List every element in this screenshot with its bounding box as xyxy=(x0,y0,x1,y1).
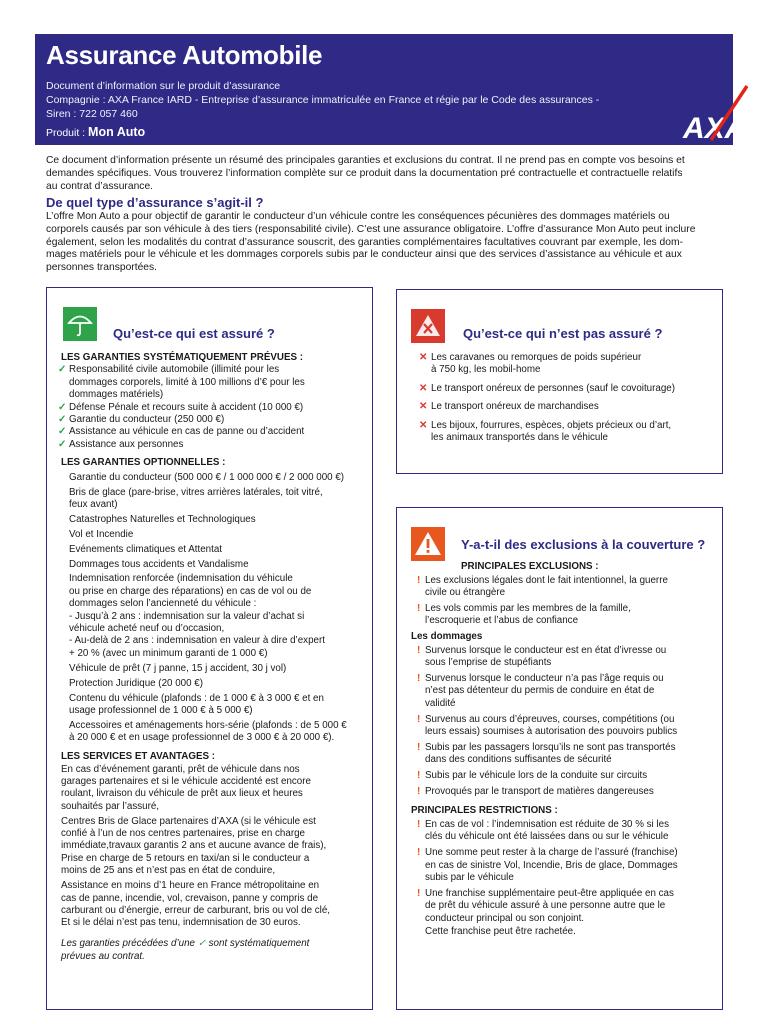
paragraph-line: mages matériels pour le véhicule et les dommages corporels subis par le conducteur ainsi que des services d’assistance au véhicule et aux xyxy=(46,249,682,261)
paragraph-line: personnes transportées. xyxy=(46,262,158,274)
damage-exclusion-item: Provoqués par le transport de matières dangereuses xyxy=(425,785,654,797)
sys-guarantee-item: dommages matériels) xyxy=(69,389,164,401)
damage-exclusion-item: Survenus au cours d’épreuves, courses, compétitions (ou xyxy=(425,713,675,725)
cross-mark-icon: ✕ xyxy=(419,382,428,394)
exclusion-item: Les exclusions légales dont le fait intentionnel, la guerre xyxy=(425,574,668,586)
exclamation-icon: ! xyxy=(417,785,421,797)
opt-guarantee-item: feux avant) xyxy=(69,498,118,510)
opt-guarantee-item: Garantie du conducteur (500 000 € / 1 000 000 € / 2 000 000 €) xyxy=(69,471,345,483)
opt-guarantee-item: usage professionnel de 1 000 € à 5 000 €) xyxy=(69,704,253,716)
axa-logo-text: AXA xyxy=(683,112,747,142)
umbrella-icon xyxy=(63,307,97,341)
company-line: Compagnie : AXA France IARD - Entreprise d’assurance immatriculée en France et régie par le Code des assurances - xyxy=(46,94,600,106)
paragraph-line: Ce document d’information présente un résumé des principales garanties et exclusions du contrat. Il ne prend pas en compte vos besoins et xyxy=(46,155,685,166)
exclamation-icon: ! xyxy=(417,574,421,586)
damage-exclusion-item: dans des conditions suffisantes de sécurité xyxy=(425,754,612,766)
sys-guarantees-header: LES GARANTIES SYSTÉMATIQUEMENT PRÉVUES : xyxy=(61,352,304,363)
restriction-item: de prêt du véhicule assuré à une personne autre que le xyxy=(425,900,666,912)
exclusion-item: l’escroquerie et l’abus de confiance xyxy=(425,615,579,627)
restrictions-header: PRINCIPALES RESTRICTIONS : xyxy=(411,805,558,817)
not-insured-item: Les caravanes ou remorques de poids supérieur xyxy=(431,352,642,363)
siren-line: Siren : 722 057 460 xyxy=(46,108,138,120)
opt-guarantee-item: Catastrophes Naturelles et Technologiques xyxy=(69,513,256,525)
footnote xyxy=(61,938,309,950)
opt-guarantee-item: Bris de glace (pare-brise, vitres arrières latérales, toit vitré, xyxy=(69,486,323,498)
service-item: cas de panne, incendie, vol, crevaison, panne y compris de xyxy=(61,892,319,904)
not-insured-item: Le transport onéreux de marchandises xyxy=(431,401,599,413)
check-icon: ✓ xyxy=(58,438,67,450)
footnote-text: sont systématiquement xyxy=(205,938,310,950)
paragraph-line: également, selon les modalités du contrat d’assurance souscrit, des garanties complémentaires facultatives couvrant par exemple, les dom- xyxy=(46,236,684,248)
opt-guarantee-item: Indemnisation renforcée (indemnisation du véhicule xyxy=(69,573,293,585)
cross-icon xyxy=(411,309,445,343)
insured-box xyxy=(46,287,373,1010)
service-item: garages partenaires et si le véhicule accidenté est encore xyxy=(61,775,311,787)
opt-guarantee-item: - Jusqu’à 2 ans : indemnisation sur la valeur d’achat si xyxy=(69,610,305,622)
service-item: moins de 25 ans et n’est pas en état de conduire, xyxy=(61,865,276,877)
section-title: De quel type d’assurance s’agit-il ? xyxy=(46,195,264,210)
main-exclusions-header: PRINCIPALES EXCLUSIONS : xyxy=(461,561,599,572)
axa-logo xyxy=(677,80,749,142)
service-item: souhaités par l’assuré, xyxy=(61,800,160,812)
exclamation-icon: ! xyxy=(417,847,421,858)
check-icon: ✓ xyxy=(197,938,206,950)
damage-exclusion-item: sous l’emprise de stupéfiants xyxy=(425,657,552,669)
exclamation-icon: ! xyxy=(417,887,421,899)
exclusions-box xyxy=(396,507,723,1010)
service-item: Et si le délai n’est pas tenu, indemnisation de 30 euros. xyxy=(61,917,301,929)
service-item: immédiate,travaux garantis 2 ans et aucune avance de frais), xyxy=(61,840,327,852)
opt-guarantee-item: + 20 % (avec un minimum garanti de 1 000 €) xyxy=(69,647,268,659)
service-item: confié à l’un de nos centres partenaires, prise en charge xyxy=(61,828,305,839)
sys-guarantee-item: Assistance aux personnes xyxy=(69,438,184,450)
not-insured-item: à 750 kg, les mobil-home xyxy=(431,364,541,376)
sys-guarantee-item: Garantie du conducteur (250 000 €) xyxy=(69,414,225,425)
exclamation-icon: ! xyxy=(417,602,421,614)
opt-guarantee-item: Protection Juridique (20 000 €) xyxy=(69,677,203,689)
paragraph-line: demandes spécifiques. Vous trouverez l’information complète sur ce produit dans la documentation pré contractuelle et contractuelle relatifs xyxy=(46,167,683,179)
not-insured-item: Les bijoux, fourrures, espèces, objets précieux ou d’art, xyxy=(431,419,672,431)
opt-guarantee-item: Evénements climatiques et Attentat xyxy=(69,543,223,555)
restriction-item: subis par le véhicule xyxy=(425,872,514,884)
document-title: Assurance Automobile xyxy=(46,40,323,70)
damage-exclusion-item: Survenus lorsque le conducteur est en état d’ivresse ou xyxy=(425,644,667,656)
insured-title: Qu’est-ce qui est assuré ? xyxy=(113,326,275,341)
damage-exclusion-item: leurs essais) soumises à autorisation des pouvoirs publics xyxy=(425,726,678,738)
exclamation-icon: ! xyxy=(417,672,421,684)
opt-guarantee-item: Contenu du véhicule (plafonds : de 1 000 € à 3 000 € et en xyxy=(69,692,324,704)
exclamation-icon: ! xyxy=(417,770,421,781)
not-insured-item: les animaux transportés dans le véhicule xyxy=(431,432,608,443)
services-header: LES SERVICES ET AVANTAGES : xyxy=(61,751,216,763)
document-subtitle: Document d’information sur le produit d’assurance xyxy=(46,80,281,92)
sys-guarantee-item: Assistance au véhicule en cas de panne ou d’accident xyxy=(69,426,305,438)
paragraph-line: L’offre Mon Auto a pour objectif de garantir le conducteur d’un véhicule contre les conséquences pécunières des dommages matériels ou xyxy=(46,211,670,222)
footnote-text: prévues au contrat. xyxy=(61,950,145,962)
not-insured-item: Le transport onéreux de personnes (sauf le covoiturage) xyxy=(431,382,675,394)
opt-guarantee-item: Véhicule de prêt (7 j panne, 15 j accident, 30 j vol) xyxy=(69,662,287,674)
opt-guarantee-item: Accessoires et aménagements hors-série (plafonds : de 5 000 € xyxy=(69,719,347,731)
damage-exclusion-item: Subis par les passagers lorsqu’ils ne sont pas transportés xyxy=(425,741,676,753)
exclusion-item: Les vols commis par les membres de la famille, xyxy=(425,602,631,614)
opt-guarantee-item: - Au-delà de 2 ans : indemnisation en valeur à dire d’expert xyxy=(69,635,325,647)
paragraph-line: au contrat d’assurance. xyxy=(46,180,154,192)
damage-exclusion-item: validité xyxy=(425,698,456,709)
opt-guarantee-item: Vol et Incendie xyxy=(69,528,134,540)
opt-guarantee-item: véhicule acheté neuf ou d’occasion, xyxy=(69,623,225,634)
service-item: Assistance en moins d’1 heure en France métropolitaine en xyxy=(61,880,320,892)
restriction-item: Une somme peut rester à la charge de l’assuré (franchise) xyxy=(425,847,678,858)
exclamation-icon: ! xyxy=(417,818,421,830)
opt-guarantees-header: LES GARANTIES OPTIONNELLES : xyxy=(61,457,226,469)
cross-mark-icon: ✕ xyxy=(419,419,428,431)
restriction-item: Cette franchise peut être rachetée. xyxy=(425,925,576,937)
restriction-item: Une franchise supplémentaire peut-être appliquée en cas xyxy=(425,887,674,899)
sys-guarantee-item: dommages corporels, limité à 100 millions d’€ pour les xyxy=(69,376,305,388)
warning-icon xyxy=(411,527,445,561)
exclamation-icon: ! xyxy=(417,644,421,656)
product-label: Produit : xyxy=(46,127,89,139)
cross-mark-icon: ✕ xyxy=(419,401,428,413)
exclamation-icon: ! xyxy=(417,741,421,753)
service-item: roulant, livraison du véhicule de prêt aux lieux et heures xyxy=(61,788,303,800)
opt-guarantee-item: dommages selon l’ancienneté du véhicule : xyxy=(69,598,257,610)
restriction-item: clés du véhicule ont été laissées dans ou sur le véhicule xyxy=(425,831,669,843)
header-banner xyxy=(35,34,747,145)
service-item: En cas d’événement garanti, prêt de véhicule dans nos xyxy=(61,763,300,775)
restriction-item: en cas de sinistre Vol, Incendie, Bris de glace, Dommages xyxy=(425,859,678,871)
sys-guarantee-item: Défense Pénale et recours suite à accident (10 000 €) xyxy=(69,401,304,413)
not-insured-box xyxy=(396,289,723,474)
check-icon: ✓ xyxy=(58,401,67,413)
damage-exclusion-item: n’est pas détenteur du permis de conduire en état de xyxy=(425,685,655,697)
damage-exclusion-item: Survenus lorsque le conducteur n’a pas l’âge requis ou xyxy=(425,672,664,684)
damages-header: Les dommages xyxy=(411,631,483,642)
check-icon: ✓ xyxy=(58,414,67,425)
damage-exclusion-item: Subis par le véhicule lors de la conduite sur circuits xyxy=(425,770,648,781)
not-insured-title: Qu’est-ce qui n’est pas assuré ? xyxy=(463,326,663,341)
product-name: Mon Auto xyxy=(88,125,146,139)
opt-guarantee-item: à 20 000 € et en usage professionnel de 3 000 € à 20 000 €). xyxy=(69,732,335,744)
check-icon: ✓ xyxy=(58,426,67,438)
cross-mark-icon: ✕ xyxy=(419,352,428,363)
opt-guarantee-item: Dommages tous accidents et Vandalisme xyxy=(69,558,249,570)
exclusions-title: Y-a-t-il des exclusions à la couverture ? xyxy=(461,537,706,552)
restriction-item: En cas de vol : l’indemnisation est réduite de 30 % si les xyxy=(425,818,669,830)
sys-guarantee-item: Responsabilité civile automobile (illimité pour les xyxy=(69,364,280,376)
service-item: Prise en charge de 5 retours en taxi/an si le conducteur a xyxy=(61,852,310,864)
opt-guarantee-item: ou prise en charge des réparations) en cas de vol ou de xyxy=(69,585,312,597)
paragraph-line: corporels causés par son véhicule à des tiers (responsabilité civile). C’est une assurance obligatoire. L’offre d’assurance Mon Auto peut inclure xyxy=(46,223,696,235)
service-item: Centres Bris de Glace partenaires d’AXA (si le véhicule est xyxy=(61,815,316,827)
exclusion-item: civile ou étrangère xyxy=(425,587,506,599)
check-icon: ✓ xyxy=(58,364,67,376)
product-line xyxy=(46,125,145,139)
exclamation-icon: ! xyxy=(417,713,421,725)
restriction-item: conducteur principal ou son conjoint. xyxy=(425,913,585,924)
footnote-text: Les garanties précédées d’une xyxy=(61,938,198,950)
service-item: carburant ou d’énergie, erreur de carburant, bris ou vol de clé, xyxy=(61,904,331,916)
